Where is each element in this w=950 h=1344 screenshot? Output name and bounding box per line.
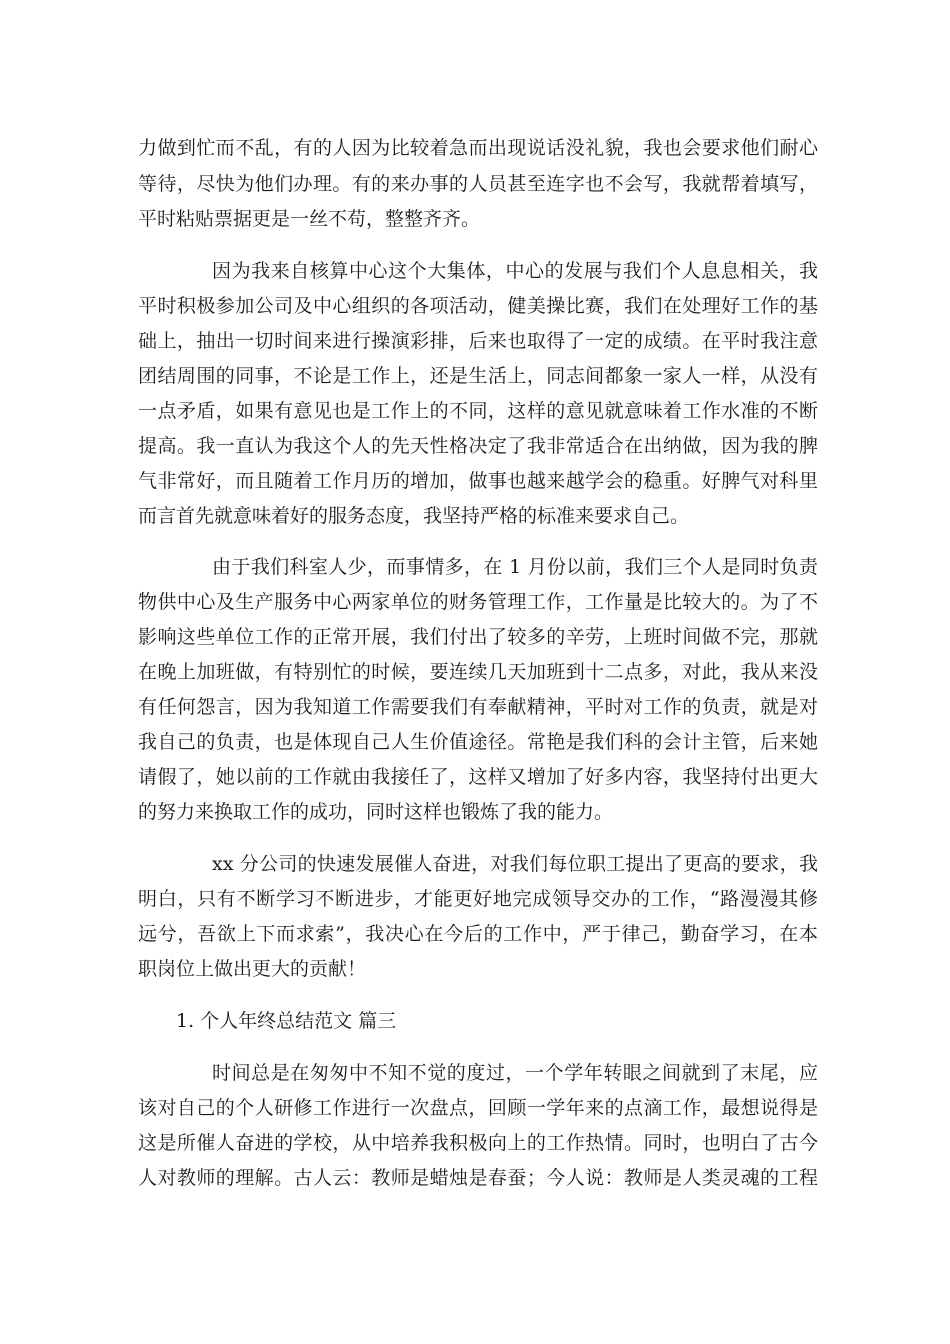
text-line: 该对自己的个人研修工作进行一次盘点，回顾一学年来的点滴工作，最想说得是 <box>138 1097 818 1119</box>
text-line: 明白，只有不断学习不断进步，才能更好地完成领导交办的工作，“路漫漫其修 <box>138 888 818 910</box>
text-line: 因为我来自核算中心这个大集体，中心的发展与我们个人息息相关，我 <box>212 260 818 282</box>
text-line: 有任何怨言，因为我知道工作需要我们有奉献精神，平时对工作的负责，就是对 <box>138 696 818 718</box>
text-line: 影响这些单位工作的正常开展，我们付出了较多的辛劳，上班时间做不完，那就 <box>138 626 818 648</box>
text-line: 由于我们科室人少，而事情多，在 1 月份以前，我们三个人是同时负责 <box>212 556 818 578</box>
text-line: 团结周围的同事，不论是工作上，还是生活上，同志间都象一家人一样，从没有 <box>138 365 818 387</box>
text-line: 请假了，她以前的工作就由我接任了，这样又增加了好多内容，我坚持付出更大 <box>138 766 818 788</box>
text-line: 而言首先就意味着好的服务态度，我坚持严格的标准来要求自己。 <box>138 505 690 527</box>
section-heading: 1. 个人年终总结范文 篇三 <box>176 1010 397 1032</box>
text-line: 我自己的负责，也是体现自己人生价值途径。常艳是我们科的会计主管，后来她 <box>138 731 818 753</box>
text-line: 人对教师的理解。古人云：教师是蜡烛是春蚕；今人说：教师是人类灵魂的工程 <box>138 1167 818 1189</box>
text-line: 物供中心及生产服务中心两家单位的财务管理工作，工作量是比较大的。为了不 <box>138 591 818 613</box>
text-line: 等待，尽快为他们办理。有的来办事的人员甚至连字也不会写，我就帮着填写， <box>138 173 818 195</box>
text-line: 提高。我一直认为我这个人的先天性格决定了我非常适合在出纳做，因为我的脾 <box>138 435 818 457</box>
text-line: 的努力来换取工作的成功，同时这样也锻炼了我的能力。 <box>138 801 614 823</box>
text-line: 平时粘贴票据更是一丝不苟，整整齐齐。 <box>138 208 481 230</box>
text-line: 础上，抽出一切时间来进行操演彩排，后来也取得了一定的成绩。在平时我注意 <box>138 330 818 352</box>
text-line: 时间总是在匆匆中不知不觉的度过，一个学年转眼之间就到了末尾，应 <box>212 1062 818 1084</box>
text-line: 气非常好，而且随着工作月历的增加，做事也越来越学会的稳重。好脾气对科里 <box>138 470 818 492</box>
text-line: 一点矛盾，如果有意见也是工作上的不同，这样的意见就意味着工作水准的不断 <box>138 400 818 422</box>
text-line: xx 分公司的快速发展催人奋进，对我们每位职工提出了更高的要求，我 <box>212 853 818 875</box>
text-line: 平时积极参加公司及中心组织的各项活动，健美操比赛，我们在处理好工作的基 <box>138 295 818 317</box>
text-line: 远兮，吾欲上下而求索”，我决心在今后的工作中，严于律己，勤奋学习，在本 <box>138 923 818 945</box>
text-line: 职岗位上做出更大的贡献！ <box>138 958 367 980</box>
text-line: 这是所催人奋进的学校，从中培养我积极向上的工作热情。同时，也明白了古今 <box>138 1132 818 1154</box>
text-line: 在晚上加班做，有特别忙的时候，要连续几天加班到十二点多，对此，我从来没 <box>138 661 818 683</box>
text-line: 力做到忙而不乱，有的人因为比较着急而出现说话没礼貌，我也会要求他们耐心 <box>138 137 818 159</box>
